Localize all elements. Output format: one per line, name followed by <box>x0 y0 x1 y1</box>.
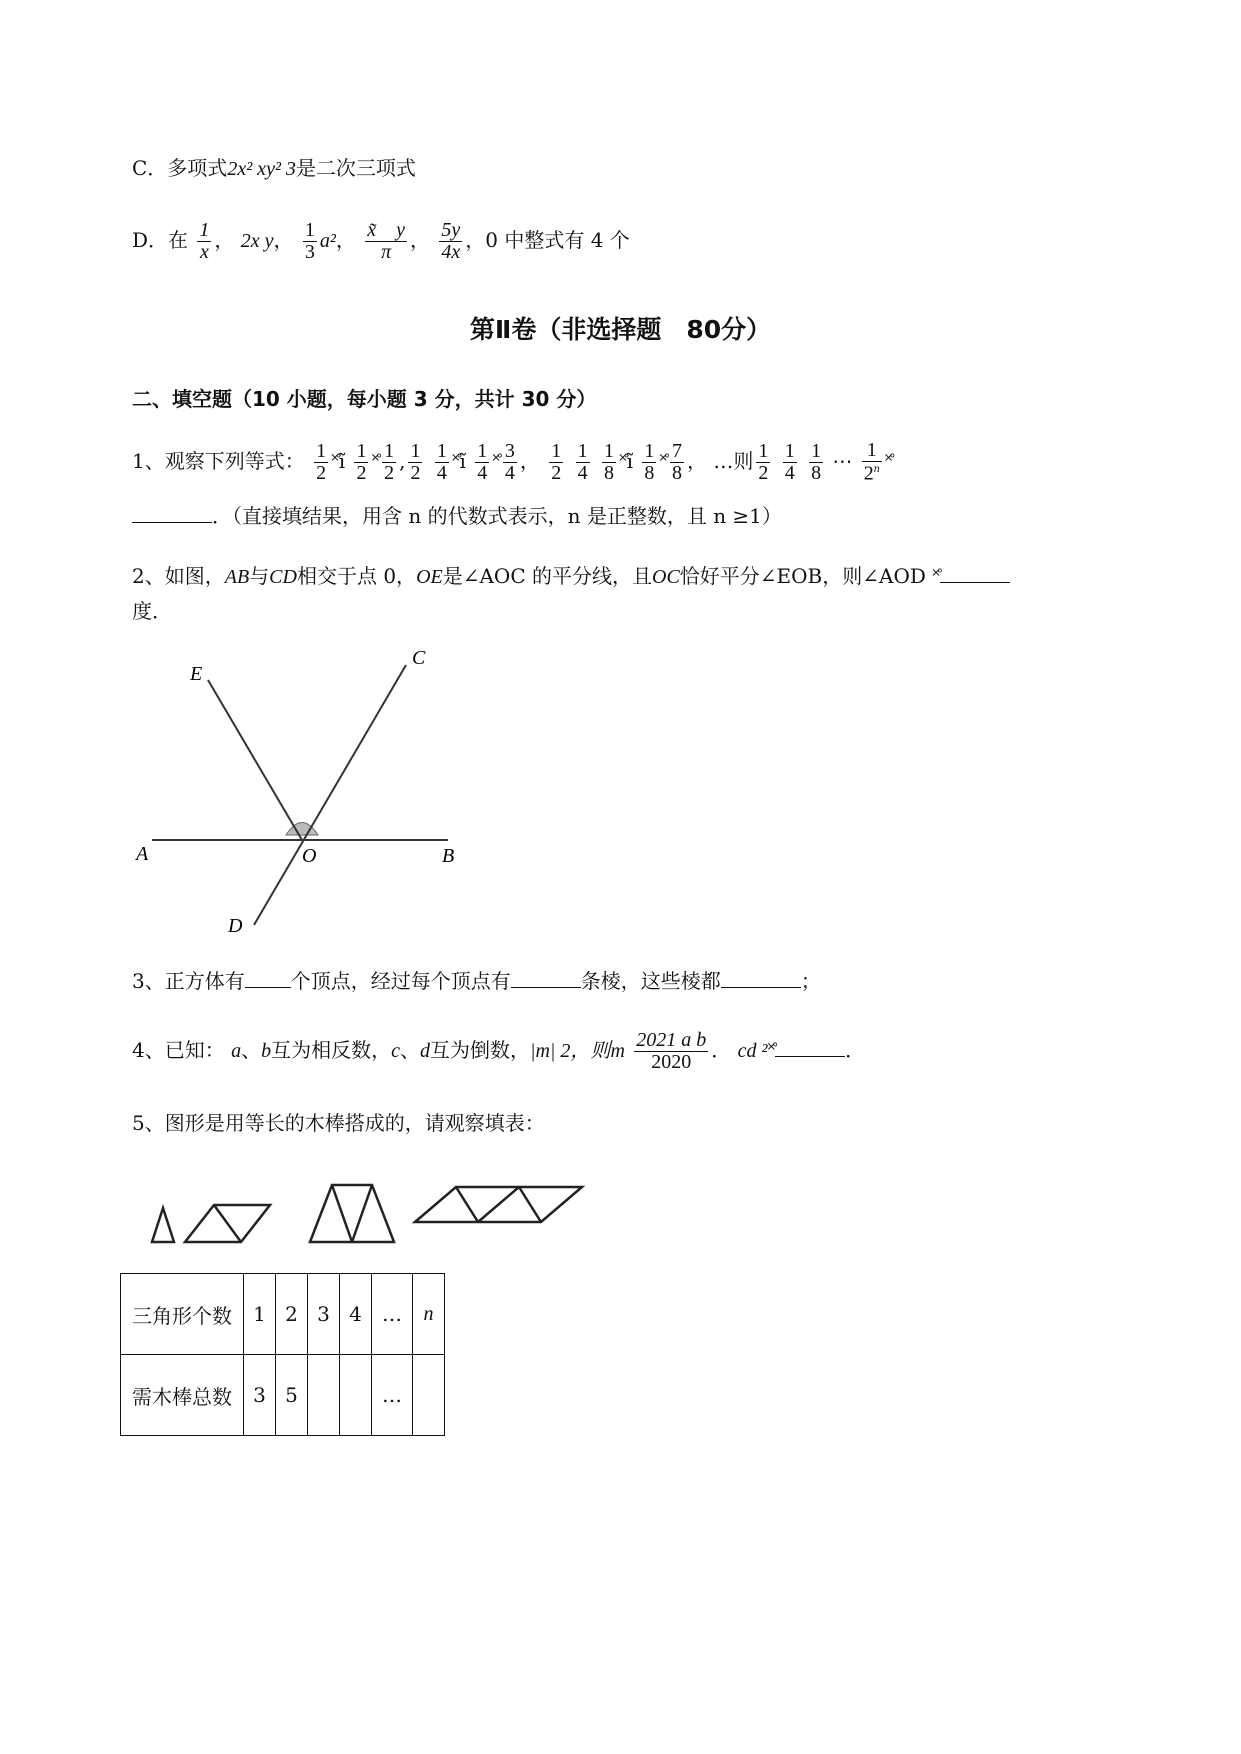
q3-p4: ； <box>800 969 821 993</box>
label-d: D <box>228 915 243 937</box>
figure-3-trapezoid <box>310 1185 394 1242</box>
q2-ab: AB <box>224 566 250 588</box>
question-1-label: 1、观察下列等式： <box>132 448 305 473</box>
table-cell: 1 <box>244 1274 276 1355</box>
figure-2-diagonal <box>214 1205 241 1242</box>
table-cell: … <box>372 1274 413 1355</box>
q2-t1: 与 <box>249 564 270 588</box>
question-1-then: …则 <box>713 448 754 473</box>
figure-1-triangle <box>152 1208 174 1242</box>
q4-sep-1: 、 <box>241 1038 262 1062</box>
q4-cd2: cd ² <box>737 1040 768 1062</box>
q4-frac-num: 2021 a b <box>636 1029 707 1051</box>
q3-p3: 条棱，这些棱都 <box>580 969 721 993</box>
table-row <box>121 1274 445 1355</box>
question-3 <box>132 965 821 994</box>
option-d: D．在 $\frac{1}{x}$ ， 2x y， $\frac{1}{3}$ a²， $\frac{x̃ y}{\pi}$ ， $\frac{5y}{4x}$ ，0 中整式有 4 个 <box>132 219 630 263</box>
table-cell: 3 <box>244 1355 276 1436</box>
option-c-tail: 是二次三项式 <box>295 156 416 180</box>
q3-p1: 3、正方体有 <box>132 969 245 993</box>
q4-frac-den: 2020 <box>651 1051 692 1073</box>
table-cell: 2 <box>276 1274 308 1355</box>
ray-oe <box>208 680 302 840</box>
question-2-tail: 度． <box>132 599 172 623</box>
q2-t4: 恰好平分∠EOB，则∠AOD <box>679 564 933 588</box>
option-c-polynomial: 2x² xy² 3 <box>227 158 296 180</box>
q4-p3: 互为倒数， <box>429 1038 530 1062</box>
option-d-tail: 中整式有 4 个 <box>504 228 630 252</box>
figure-4-line-2 <box>478 1187 519 1222</box>
part-title: 第Ⅱ卷（非选择题 80分） <box>469 315 772 344</box>
answer-blank-1[interactable] <box>132 521 212 523</box>
option-c <box>132 152 416 181</box>
label-b: B <box>442 845 455 867</box>
table-cell: n <box>413 1274 445 1355</box>
label-a: A <box>136 843 149 865</box>
q2-cd: CD <box>269 566 297 588</box>
question-1-line-2 <box>132 500 782 529</box>
option-d-item-2: 2x y <box>240 230 274 252</box>
option-c-label: C．多项式 <box>132 156 228 180</box>
table-cell: 3 <box>308 1274 340 1355</box>
q4-sep-2: 、 <box>399 1038 420 1062</box>
q4-a: a <box>231 1040 242 1062</box>
option-d-frac-3: $\frac{1}{3}$ <box>304 219 315 263</box>
table-cell[interactable] <box>340 1355 372 1436</box>
label-o: O <box>302 845 317 867</box>
q2-oe: OE <box>416 566 443 588</box>
angle-figure <box>130 640 470 940</box>
answer-blank-3c[interactable] <box>721 986 801 988</box>
option-d-frac-5: $\frac{5y}{4x}$ <box>441 219 461 263</box>
figure-4-line-1 <box>456 1187 478 1222</box>
q4-c: c <box>391 1040 400 1062</box>
question-5: 5、图形是用等长的木棒搭成的，请观察填表： <box>132 1111 545 1135</box>
answer-blank-2[interactable] <box>940 581 1010 583</box>
table-row <box>121 1355 445 1436</box>
q4-p1: 4、已知： <box>132 1038 225 1062</box>
question-2: 2、如图，AB与CD相交于点 0，OE是∠AOC 的平分线，且OC恰好平分∠EOB，则∠AOD ˟̊ <box>132 560 1010 589</box>
q2-oc: OC <box>652 566 680 588</box>
table-cell: 4 <box>340 1274 372 1355</box>
option-d-frac-1: $\frac{1}{x}$ <box>199 219 210 263</box>
q4-p2: 互为相反数， <box>271 1038 392 1062</box>
answer-blank-4[interactable] <box>775 1055 845 1057</box>
q4-b: b <box>261 1040 272 1062</box>
option-d-label: D．在 <box>132 228 189 252</box>
answer-blank-3b[interactable] <box>511 986 581 988</box>
label-c: C <box>412 647 426 669</box>
q4-d: d <box>419 1040 430 1062</box>
table-row-label: 需木棒总数 <box>121 1355 244 1436</box>
question-4: 4、已知： a、b互为相反数，c、d互为倒数，|m| 2，则m $\frac{\text{2021 a b}}{2020}$ ． cd ²˟̊ ． <box>132 1029 866 1073</box>
table-cell[interactable] <box>413 1355 445 1436</box>
table-cell: 5 <box>276 1355 308 1436</box>
line-cd <box>254 665 406 925</box>
figure-3-line-1 <box>332 1185 352 1242</box>
q2-t3: 是∠AOC 的平分线，且 <box>442 564 652 588</box>
section-title: 二、填空题（10 小题，每小题 3 分，共计 30 分） <box>132 387 597 411</box>
q2-t2: 相交于点 0， <box>296 564 417 588</box>
table-cell: … <box>372 1355 413 1436</box>
table-cell[interactable] <box>308 1355 340 1436</box>
stick-figures <box>130 1170 610 1260</box>
q4-fraction <box>634 1030 708 1073</box>
q4-abs: |m| 2，则 <box>529 1040 611 1062</box>
figure-3-line-2 <box>352 1185 372 1242</box>
answer-table <box>120 1273 445 1436</box>
question-1: 1、观察下列等式： $\frac{1}{2}$ ˟̊ĩ $\frac{1}{2}$ ˟̊ $\frac{1}{2}$ , $\frac{1}{2}$ $\frac{1}{4}$ ˟̊ĩ $\frac{1}{4}$ ˟̊ $\frac{3}{4}$ ， $\frac{1}{2}$ $\frac{1}{4}$ $\frac{1}{8}$ ˟̊ĩ $\frac{1}{8}$ ˟̊ $\frac{7}{8}$ ， …则 $\frac{1}{2}$ $\frac{1}{4}$ $\frac{1}{8}$ ⋯ $\frac{1}{2^n}$ ˟̊ <box>132 439 893 485</box>
answer-blank-3a[interactable] <box>245 986 291 988</box>
question-1-note: ．（直接填结果，用含 n 的代数式表示，n 是正整数，且 n ≥1） <box>212 504 782 528</box>
table-row-label: 三角形个数 <box>121 1274 244 1355</box>
q2-text-a: 2、如图， <box>132 564 225 588</box>
label-e: E <box>190 663 203 685</box>
option-d-frac-4: $\frac{x̃ y}{\pi}$ <box>367 219 406 263</box>
q4-m: m <box>610 1040 625 1062</box>
q3-p2: 个顶点，经过每个顶点有 <box>290 969 511 993</box>
figure-4-line-3 <box>519 1187 541 1222</box>
